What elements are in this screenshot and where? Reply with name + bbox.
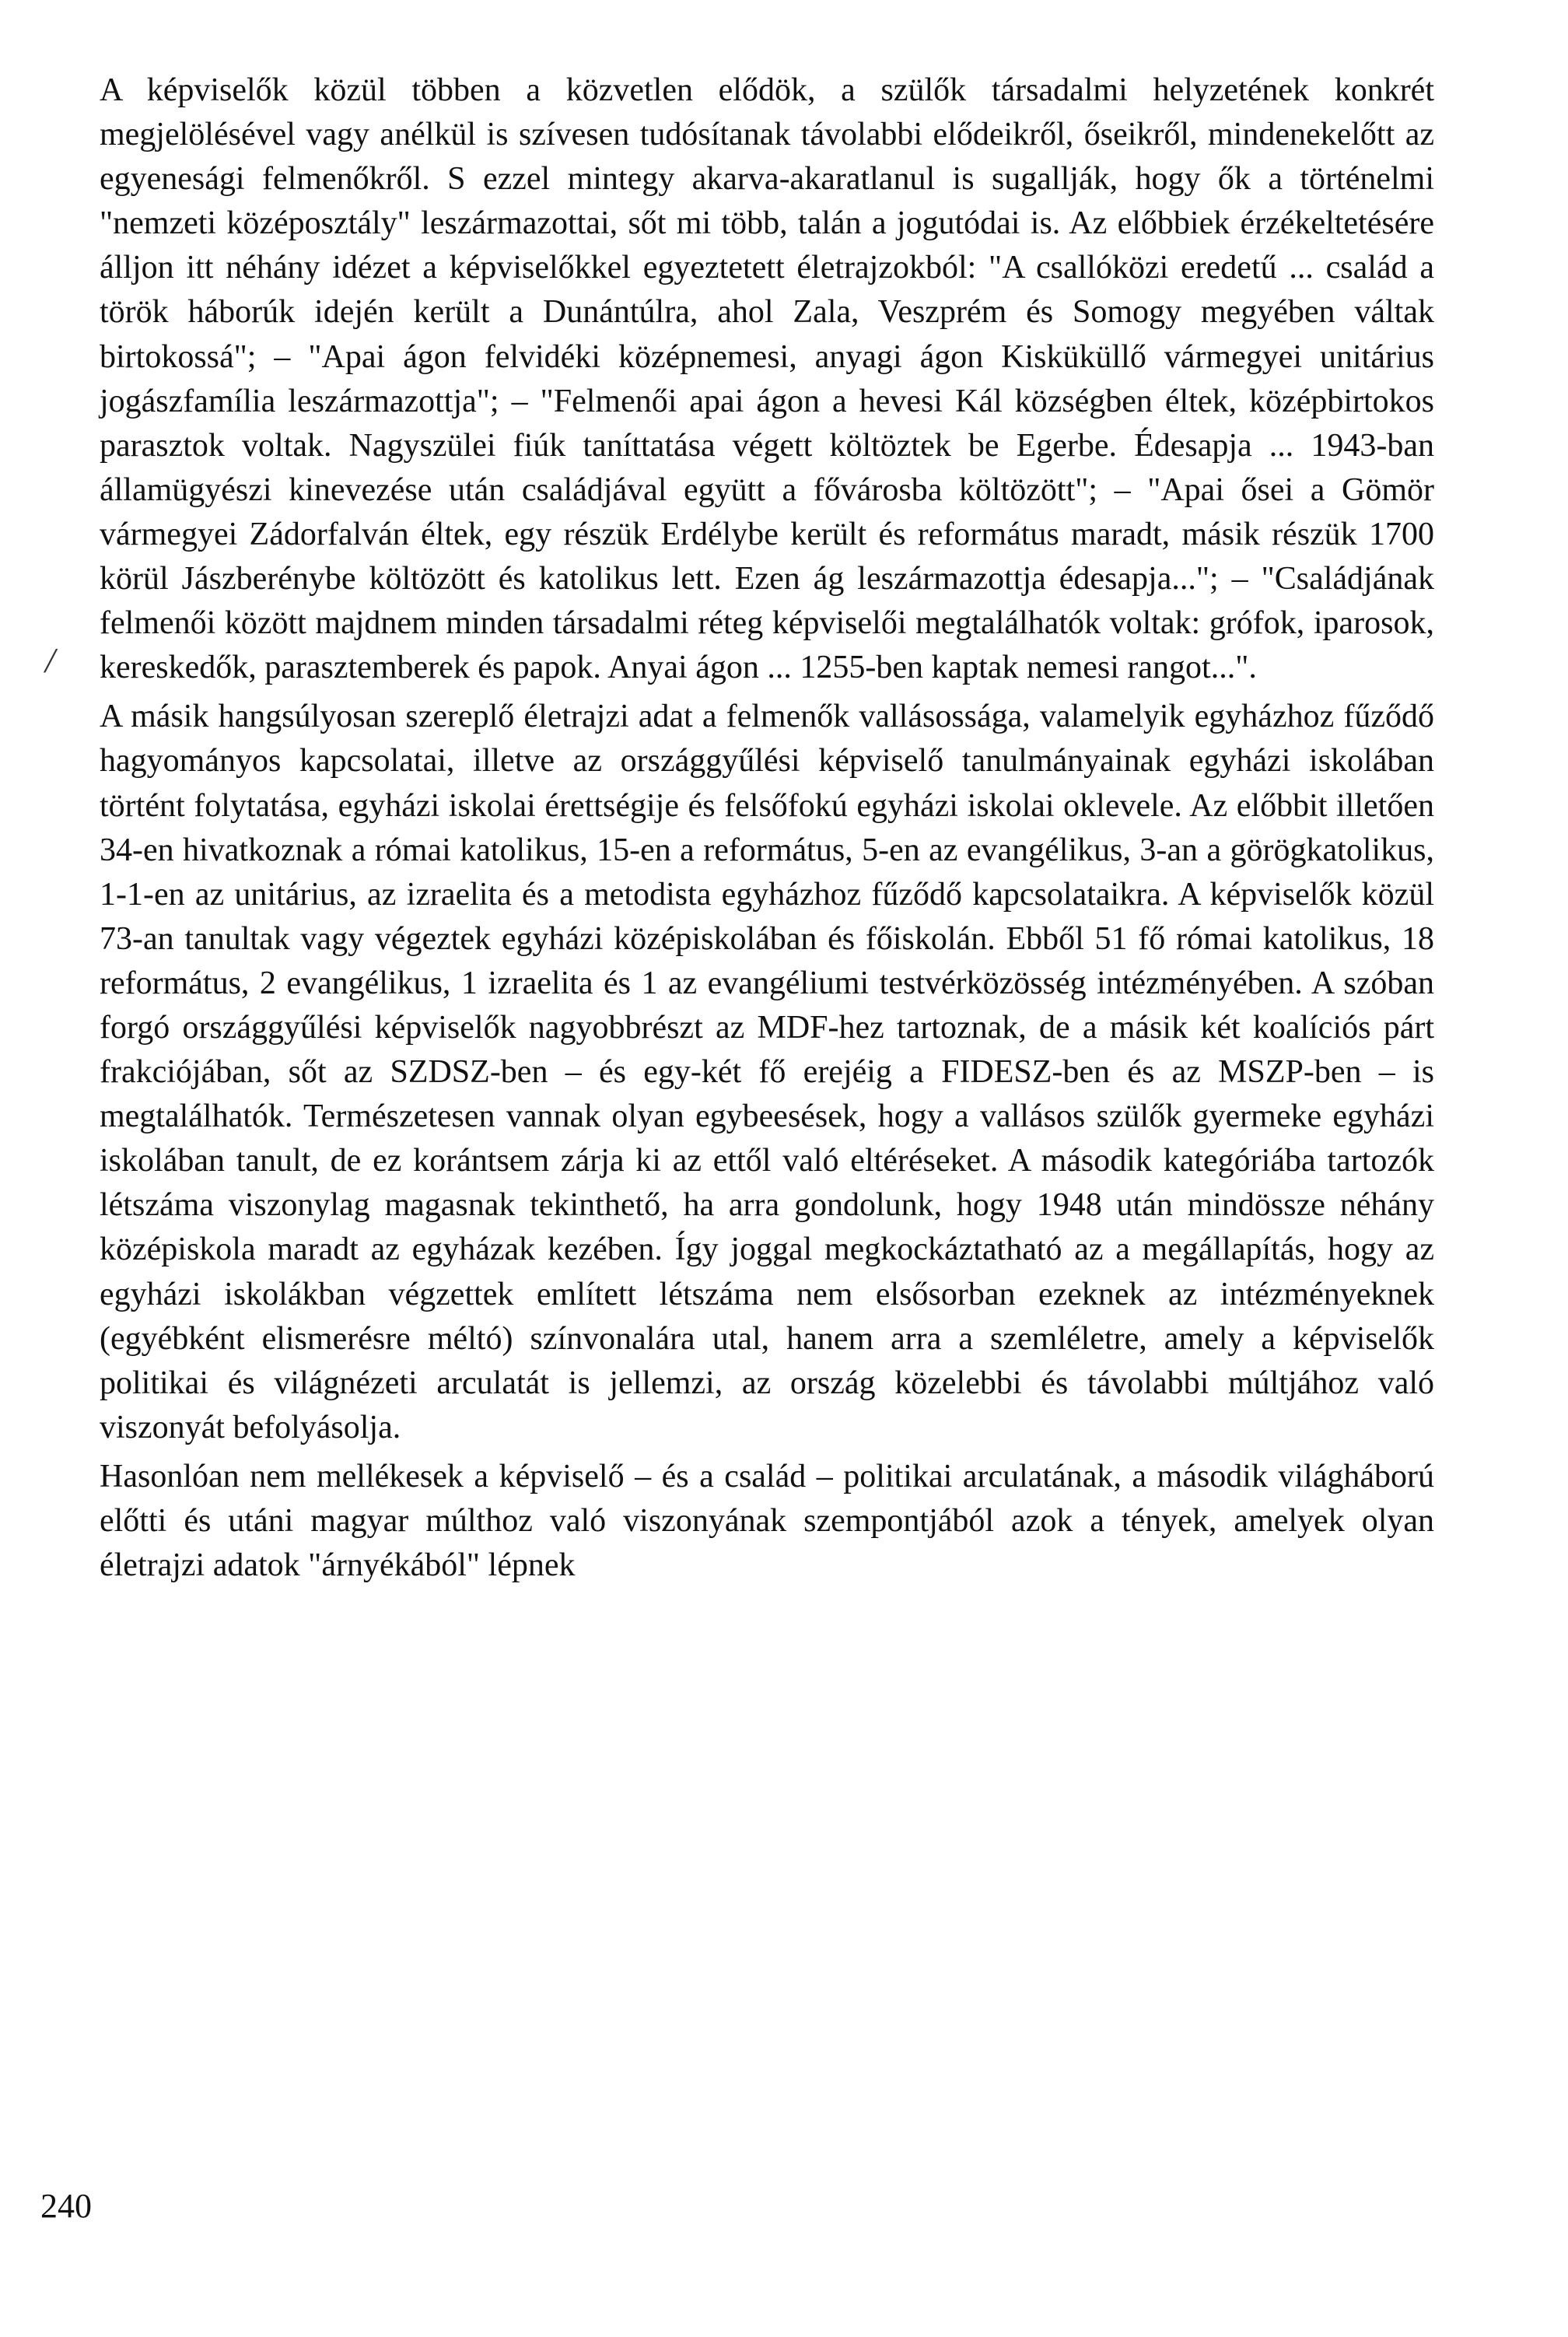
paragraph-1: A képviselők közül többen a közvetlen elődök, a szülők társadalmi helyzetének konkrét megjelölésével vagy anélkül is szívesen tudósítanak távolabbi elődeikről, őseikről, mindenekelőtt az egyenesági felmenőkről. S ezzel mintegy akarva-akaratlanul is sugallják, hogy ők a történelmi "nemzeti középosztály" leszármazottai, sőt mi több, talán a jogutódai is. Az előbbiek érzékeltetésére álljon itt néhány idézet a képviselőkkel egyeztetett életrajzokból: "A csallóközi eredetű ... család a török háborúk idején került a Dunántúlra, ahol Zala, Veszprém és Somogy megyében váltak birtokossá"; – "Apai ágon felvidéki középnemesi, anyagi ágon Kisküküllő vármegyei unitárius jogászfamília leszármazottja"; – "Felmenői apai ágon a hevesi Kál községben éltek, középbirtokos parasztok voltak. Nagyszülei fiúk taníttatása végett költöztek be Egerbe. Édesapja ... 1943-ban államügyészi kinevezése után családjával együtt a fővárosba költözött"; – "Apai ősei a Gömör vármegyei Zádorfalván éltek, egy részük Erdélybe került és református maradt, másik részük 1700 körül Jászberénybe költözött és katolikus lett. Ezen ág leszármazottja édesapja..."; – "Családjának felmenői között majdnem minden társadalmi réteg képviselői megtalálhatók voltak: grófok, iparosok, kereskedők, parasztemberek és papok. Anyai ágon ... 1255-ben kaptak nemesi rangot...". — [100, 72, 1434, 686]
page-number: 240 — [40, 2187, 92, 2225]
page-body — [100, 68, 1434, 1588]
margin-mark: / — [45, 640, 55, 680]
paragraph-3: Hasonlóan nem mellékesek a képviselő – és a család – politikai arculatának, a második világháború előtti és utáni magyar múlthoz való viszonyának szempontjából azok a tények, amelyek olyan életrajzi adatok "árnyékából" lépnek — [100, 1458, 1434, 1584]
paragraph-2: A másik hangsúlyosan szereplő életrajzi adat a felmenők vallásossága, valamelyik egyházhoz fűződő hagyományos kapcsolatai, illetve az országgyűlési képviselő tanulmányainak egyházi iskolában történt folytatása, egyházi iskolai érettségije és felsőfokú egyházi iskolai oklevele. Az előbbit illetően 34-en hivatkoznak a római katolikus, 15-en a református, 5-en az evangélikus, 3-an a görögkatolikus, 1-1-en az unitárius, az izraelita és a metodista egyházhoz fűződő kapcsolataikra. A képviselők közül 73-an tanultak vagy végeztek egyházi középiskolában és főiskolán. Ebből 51 fő római katolikus, 18 református, 2 evangélikus, 1 izraelita és 1 az evangéliumi testvérközösség intézményében. A szóban forgó országgyűlési képviselők nagyobbrészt az MDF-hez tartoznak, de a másik két koalíciós párt frakciójában, sőt az SZDSZ-ben – és egy-két fő erejéig a FIDESZ-ben és az MSZP-ben – is megtalálhatók. Természetesen vannak olyan egybeesések, hogy a vallásos szülők gyermeke egyházi iskolában tanult, de ez korántsem zárja ki az ettől való eltéréseket. A második kategóriába tartozók létszáma viszonylag magasnak tekinthető, ha arra gondolunk, hogy 1948 után mindössze néhány középiskola maradt az egyházak kezében. Így joggal megkockáztatható az a megállapítás, hogy az egyházi iskolákban végzettek említett létszáma nem elsősorban ezeknek az intézményeknek (egyébként elismerésre méltó) színvonalára utal, hanem arra a szemléletre, amely a képviselők politikai és világnézeti arculatát is jellemzi, az ország közelebbi és távolabbi múltjához való viszonyát befolyásolja. — [100, 699, 1434, 1445]
